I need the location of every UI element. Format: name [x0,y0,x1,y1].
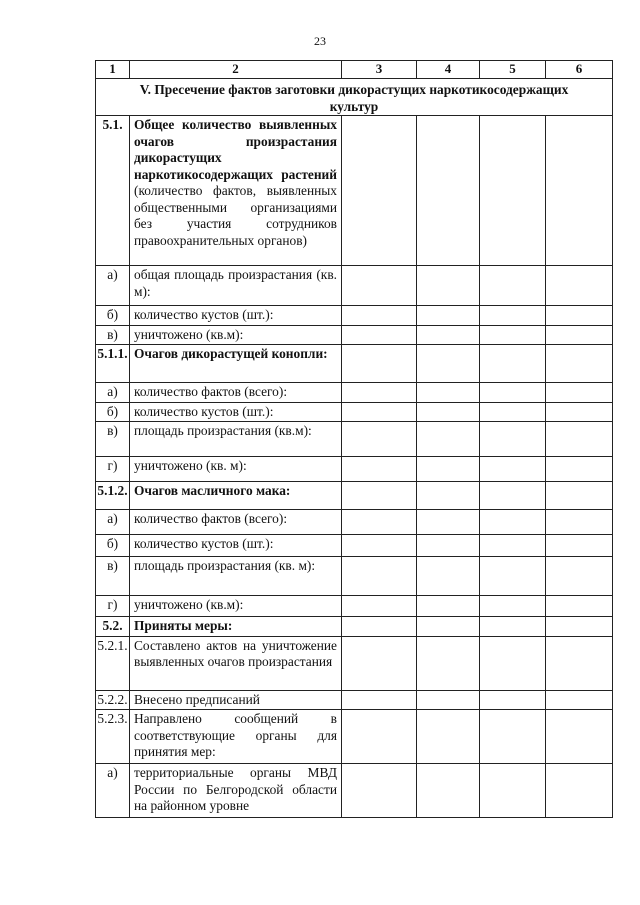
row-text: площадь произрастания (кв. м): [134,558,316,573]
row-number: 5.2.1. [96,636,130,690]
row-description [130,306,342,326]
row-number: а) [96,383,130,403]
value-cell-col-3[interactable] [342,690,417,710]
value-cell-col-6[interactable] [546,557,613,596]
row-text: Направлено сообщений в соответствующие органы для принятия мер: [134,711,337,759]
row-description [130,596,342,617]
value-cell-col-4[interactable] [417,345,480,383]
row-text: уничтожено (кв.м): [134,326,244,342]
table-row [96,383,613,403]
value-cell-col-5[interactable] [480,306,546,326]
value-cell-col-5[interactable] [480,764,546,818]
row-number: 5.2.2. [96,690,130,710]
value-cell-col-3[interactable] [342,764,417,818]
row-description [130,325,342,345]
row-number: г) [96,457,130,482]
table-row [96,422,613,457]
value-cell-col-3[interactable] [342,617,417,637]
value-cell-col-4[interactable] [417,690,480,710]
table-row [96,266,613,306]
row-bold-text: Очагов дикорастущей конопли: [134,346,328,361]
row-text: территориальные органы МВД России по Белгородской области на районном уровне [134,765,337,813]
table-row [96,535,613,557]
value-cell-col-4[interactable] [417,325,480,345]
row-description [130,116,342,266]
value-cell-col-4[interactable] [417,457,480,482]
table-row [96,306,613,326]
row-text: Внесено предписаний [134,691,260,707]
value-cell-col-4[interactable] [417,383,480,403]
row-number: а) [96,510,130,535]
value-cell-col-4[interactable] [417,306,480,326]
row-number: в) [96,422,130,457]
row-description [130,535,342,557]
table-row [96,345,613,383]
row-description [130,617,342,637]
value-cell-col-6[interactable] [546,306,613,326]
value-cell-col-5[interactable] [480,510,546,535]
row-text: количество кустов (шт.): [134,307,274,322]
row-description [130,402,342,422]
table-row [96,710,613,764]
column-header-5: 5 [480,61,546,79]
row-text: уничтожено (кв. м): [134,458,247,473]
value-cell-col-5[interactable] [480,636,546,690]
value-cell-col-6[interactable] [546,116,613,266]
value-cell-col-6[interactable] [546,710,613,764]
value-cell-col-3[interactable] [342,482,417,510]
table-row [96,636,613,690]
value-cell-col-5[interactable] [480,535,546,557]
row-number: 5.1.2. [96,482,130,510]
value-cell-col-5[interactable] [480,690,546,710]
value-cell-col-6[interactable] [546,617,613,637]
row-number: 5.2. [96,617,130,637]
table-body [96,61,613,818]
section-title-row [96,79,613,116]
value-cell-col-4[interactable] [417,482,480,510]
row-description [130,764,342,818]
row-number: б) [96,535,130,557]
value-cell-col-5[interactable] [480,422,546,457]
value-cell-col-3[interactable] [342,116,417,266]
value-cell-col-3[interactable] [342,596,417,617]
value-cell-col-5[interactable] [480,482,546,510]
row-number: б) [96,306,130,326]
table-row [96,116,613,266]
row-text: количество фактов (всего): [134,384,288,399]
row-number: г) [96,596,130,617]
row-number: 5.1. [96,116,130,266]
value-cell-col-3[interactable] [342,266,417,306]
row-text: количество кустов (шт.): [134,536,274,551]
value-cell-col-5[interactable] [480,596,546,617]
column-header-2: 2 [130,61,342,79]
table-row [96,402,613,422]
column-header-3: 3 [342,61,417,79]
row-text: (количество фактов, выявленных общественными организациями без участия сотрудников правоохранительных органов) [134,183,337,248]
value-cell-col-3[interactable] [342,510,417,535]
row-description [130,457,342,482]
row-number: 5.2.3. [96,710,130,764]
row-text: количество фактов (всего): [134,511,288,526]
table-row [96,325,613,345]
column-header-4: 4 [417,61,480,79]
value-cell-col-3[interactable] [342,422,417,457]
value-cell-col-3[interactable] [342,457,417,482]
table-row [96,596,613,617]
value-cell-col-3[interactable] [342,306,417,326]
value-cell-col-6[interactable] [546,345,613,383]
value-cell-col-3[interactable] [342,325,417,345]
row-number: б) [96,402,130,422]
row-text: Составлено актов на уничтожение выявленных очагов произрастания [134,637,337,669]
value-cell-col-4[interactable] [417,510,480,535]
table-row [96,510,613,535]
row-number: а) [96,266,130,306]
column-header-1: 1 [96,61,130,79]
value-cell-col-4[interactable] [417,402,480,422]
report-form-table [95,60,613,818]
row-description [130,510,342,535]
value-cell-col-6[interactable] [546,482,613,510]
table-row [96,482,613,510]
row-number: 5.1.1. [96,345,130,383]
value-cell-col-4[interactable] [417,266,480,306]
value-cell-col-6[interactable] [546,422,613,457]
row-description [130,557,342,596]
row-text: количество кустов (шт.): [134,403,274,419]
row-bold-text: Приняты меры: [134,618,233,633]
value-cell-col-6[interactable] [546,764,613,818]
row-text: общая площадь произрастания (кв. м): [134,267,337,299]
value-cell-col-6[interactable] [546,636,613,690]
value-cell-col-5[interactable] [480,345,546,383]
table-row [96,557,613,596]
row-description [130,690,342,710]
value-cell-col-3[interactable] [342,710,417,764]
column-header-6: 6 [546,61,613,79]
value-cell-col-5[interactable] [480,383,546,403]
value-cell-col-5[interactable] [480,457,546,482]
row-bold-text: Общее количество выявленных очагов произрастания дикорастущих наркотикосодержащих растений [134,117,337,182]
value-cell-col-3[interactable] [342,383,417,403]
value-cell-col-6[interactable] [546,690,613,710]
value-cell-col-3[interactable] [342,636,417,690]
value-cell-col-5[interactable] [480,325,546,345]
value-cell-col-3[interactable] [342,345,417,383]
value-cell-col-3[interactable] [342,535,417,557]
value-cell-col-5[interactable] [480,710,546,764]
row-description [130,266,342,306]
value-cell-col-5[interactable] [480,266,546,306]
value-cell-col-4[interactable] [417,535,480,557]
table-row [96,690,613,710]
row-description [130,383,342,403]
value-cell-col-6[interactable] [546,510,613,535]
page-number: 23 [314,34,326,48]
row-description [130,422,342,457]
value-cell-col-4[interactable] [417,116,480,266]
value-cell-col-6[interactable] [546,535,613,557]
row-description [130,345,342,383]
row-description [130,710,342,764]
row-text: уничтожено (кв.м): [134,597,244,612]
value-cell-col-4[interactable] [417,617,480,637]
value-cell-col-6[interactable] [546,325,613,345]
row-bold-text: Очагов масличного мака: [134,483,291,498]
value-cell-col-6[interactable] [546,266,613,306]
row-number: а) [96,764,130,818]
value-cell-col-6[interactable] [546,457,613,482]
row-text: площадь произрастания (кв.м): [134,423,312,438]
row-number: в) [96,557,130,596]
table-row [96,764,613,818]
value-cell-col-4[interactable] [417,636,480,690]
section-title: V. Пресечение фактов заготовки дикорастущих наркотикосодержащих культур [96,79,613,116]
value-cell-col-6[interactable] [546,402,613,422]
value-cell-col-4[interactable] [417,422,480,457]
row-description [130,636,342,690]
value-cell-col-5[interactable] [480,116,546,266]
value-cell-col-3[interactable] [342,557,417,596]
table-row [96,457,613,482]
value-cell-col-5[interactable] [480,402,546,422]
value-cell-col-3[interactable] [342,402,417,422]
value-cell-col-5[interactable] [480,557,546,596]
value-cell-col-5[interactable] [480,617,546,637]
row-number: в) [96,325,130,345]
value-cell-col-6[interactable] [546,596,613,617]
value-cell-col-4[interactable] [417,764,480,818]
value-cell-col-6[interactable] [546,383,613,403]
value-cell-col-4[interactable] [417,710,480,764]
table-row [96,617,613,637]
column-header-row [96,61,613,79]
value-cell-col-4[interactable] [417,557,480,596]
row-description [130,482,342,510]
value-cell-col-4[interactable] [417,596,480,617]
